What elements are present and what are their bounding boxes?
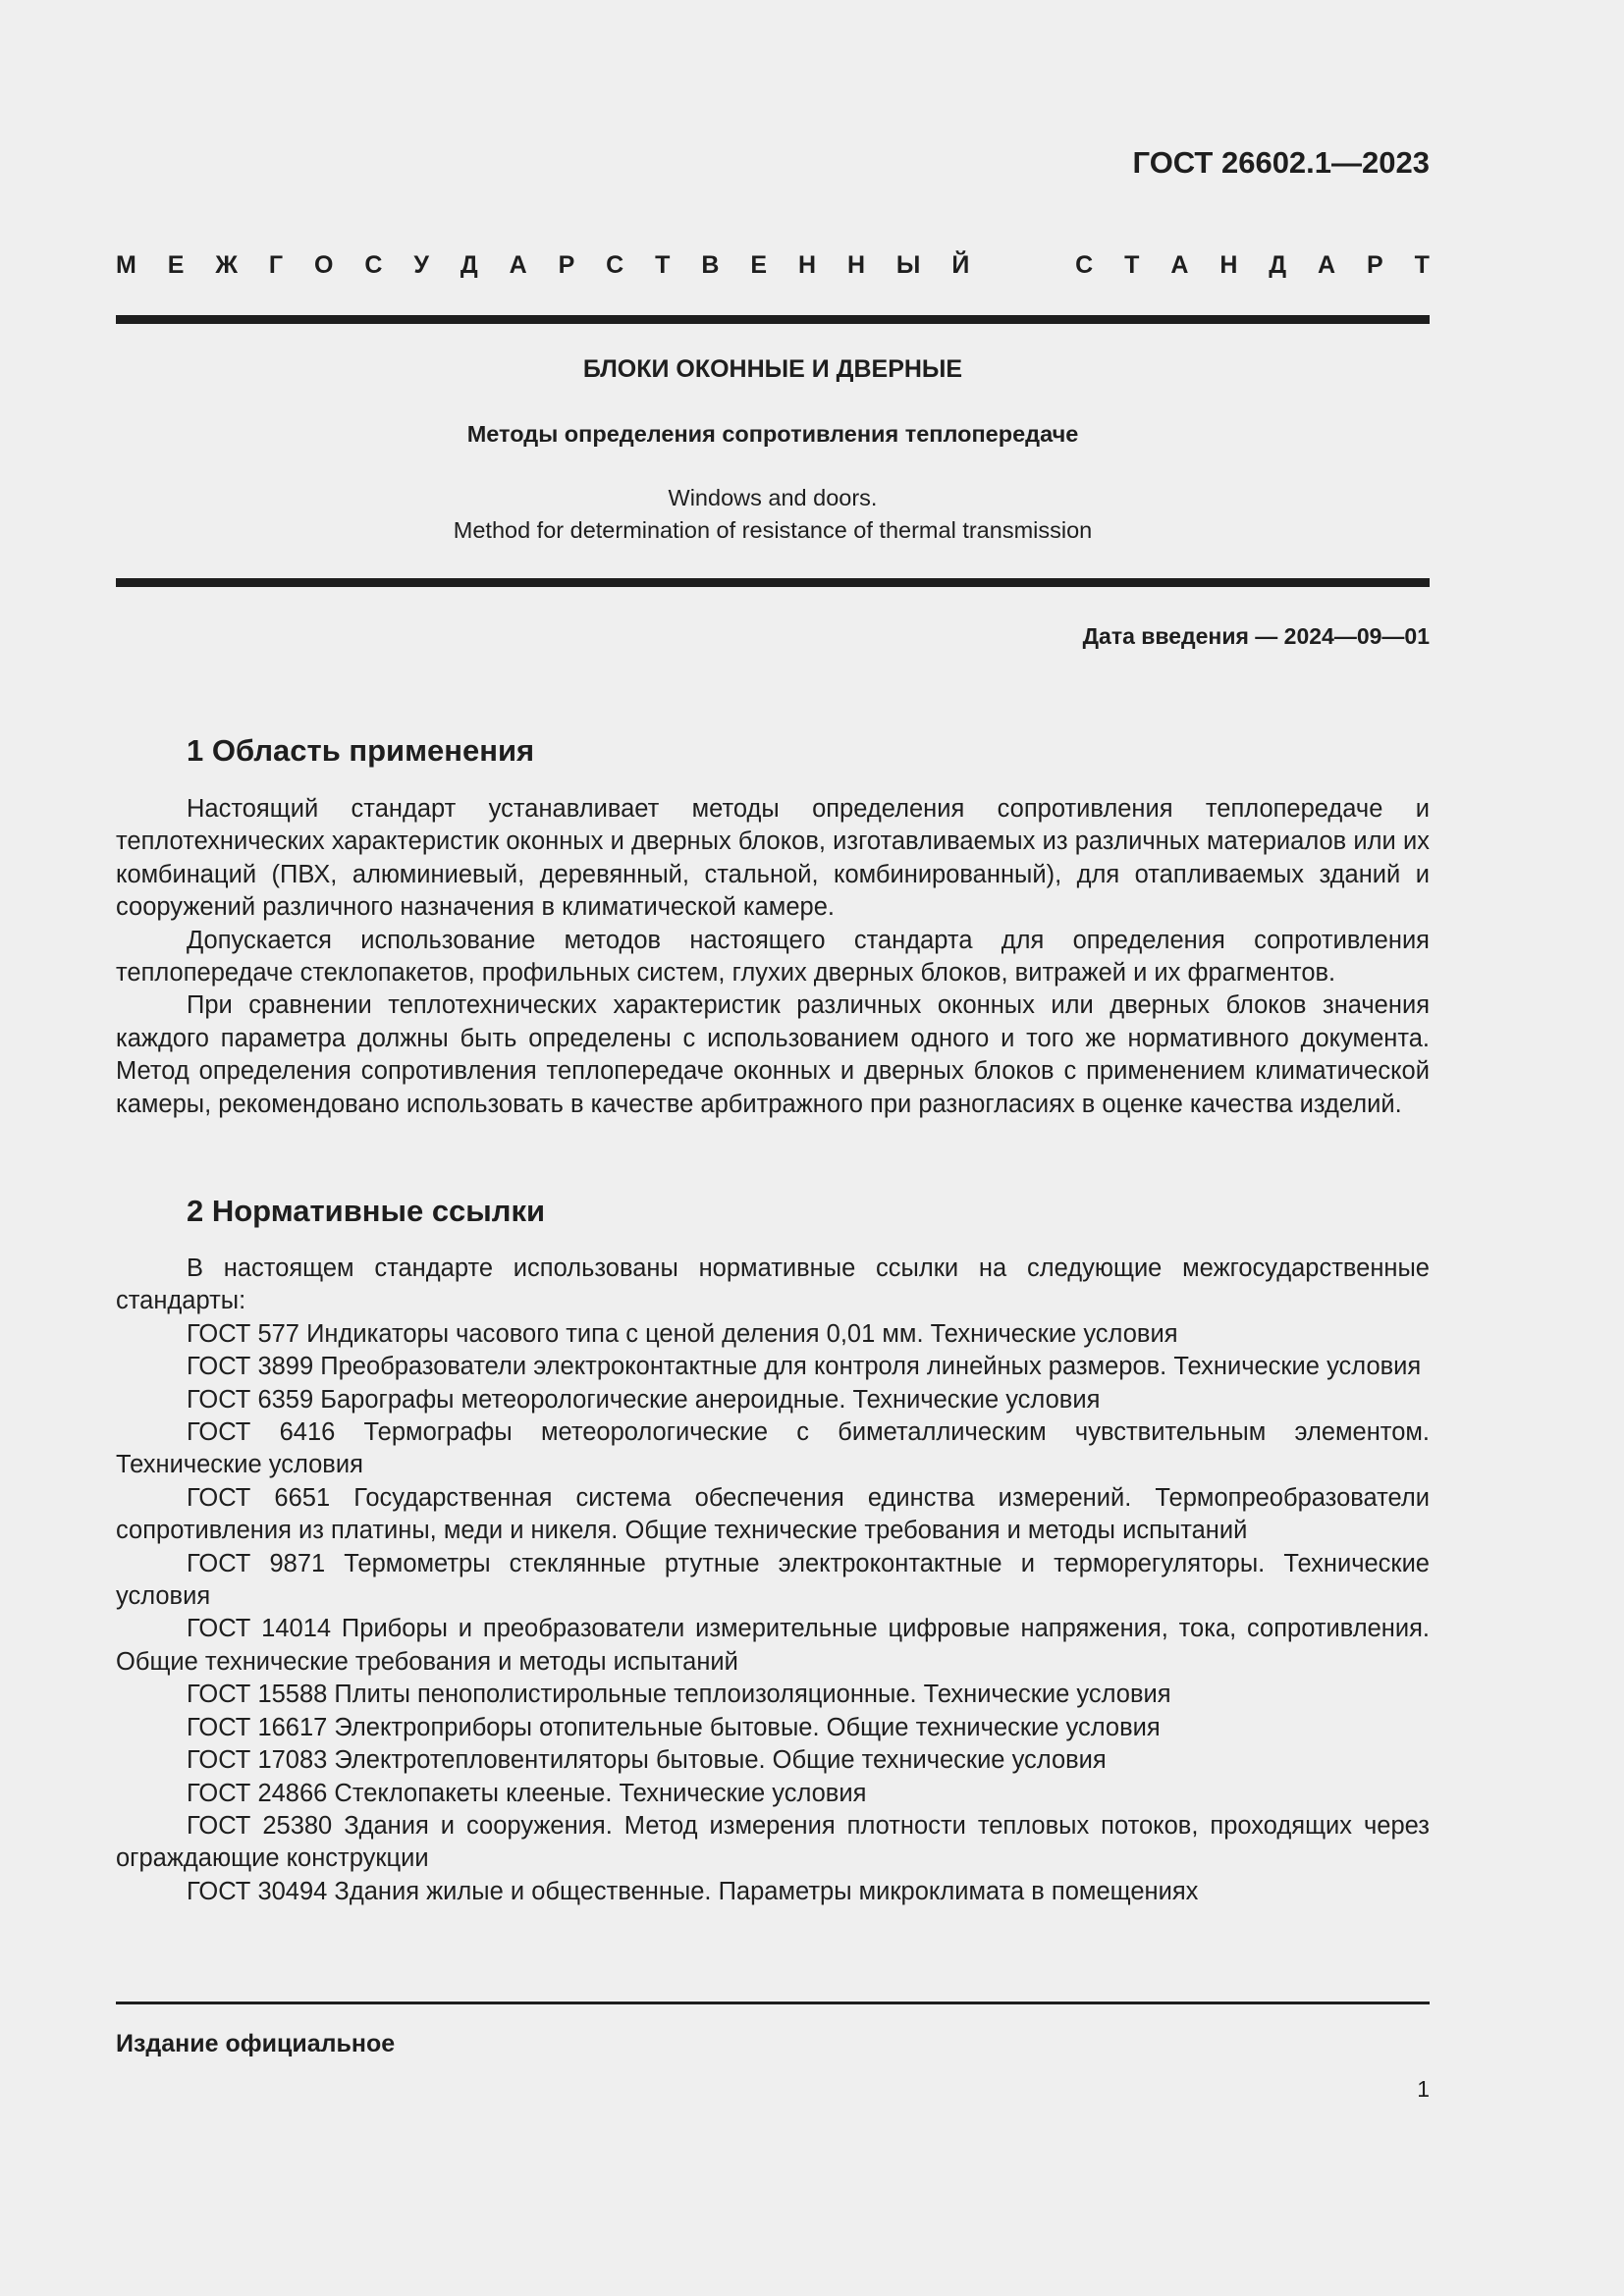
reference-item: ГОСТ 9871 Термометры стеклянные ртутные электроконтактные и терморегуляторы. Технические условия (116, 1549, 1430, 1611)
letter: Р (558, 251, 575, 279)
section-body (116, 793, 1430, 1121)
footer-divider (116, 2002, 1430, 2004)
english-title (116, 482, 1430, 547)
reference-item: ГОСТ 6359 Барографы метеорологические анероидные. Технические условия (187, 1385, 1101, 1414)
letter: А (1318, 251, 1336, 279)
letter: Т (1414, 251, 1430, 279)
reference-item: ГОСТ 6416 Термографы метеорологические с биметаллическим чувствительным элементом. Технические условия (116, 1418, 1430, 1479)
word-gap (1001, 251, 1044, 280)
document-page (116, 0, 1430, 2296)
introduction-date: Дата введения — 2024—09—01 (1082, 623, 1430, 649)
letter: А (509, 251, 527, 279)
reference-item: ГОСТ 24866 Стеклопакеты клееные. Технические условия (187, 1779, 867, 1807)
letter: М (116, 251, 136, 279)
section-heading: 1 Область применения (187, 733, 535, 768)
paragraph: Допускается использование методов настоящего стандарта для определения сопротивления теплопередаче стеклопакетов, профильных систем, глухих дверных блоков, витражей и их фрагментов. (116, 926, 1430, 988)
english-title-line: Windows and doors. (668, 485, 878, 510)
reference-item: ГОСТ 17083 Электротепловентиляторы бытовые. Общие технические условия (187, 1746, 1107, 1775)
reference-item: ГОСТ 14014 Приборы и преобразователи измерительные цифровые напряжения, тока, сопротивления. Общие технические требования и методы испытаний (116, 1615, 1430, 1676)
letter: Й (951, 251, 970, 279)
official-edition-label: Издание официальное (116, 2030, 396, 2057)
letter: Д (460, 251, 478, 279)
letter: Е (750, 251, 768, 279)
letter: Ы (895, 251, 921, 279)
letter: Д (1269, 251, 1287, 279)
document-title: БЛОКИ ОКОННЫЕ И ДВЕРНЫЕ (582, 355, 963, 383)
top-divider (116, 315, 1430, 324)
letter: Е (167, 251, 185, 279)
document-subtitle: Методы определения сопротивления теплопередаче (466, 421, 1079, 447)
reference-item: ГОСТ 3899 Преобразователи электроконтактные для контроля линейных размеров. Технические условия (187, 1353, 1422, 1381)
letter: Т (655, 251, 671, 279)
reference-item: ГОСТ 30494 Здания жилые и общественные. Параметры микроклимата в помещениях (187, 1877, 1199, 1905)
reference-item: ГОСТ 16617 Электроприборы отопительные бытовые. Общие технические условия (187, 1713, 1161, 1741)
letter: Н (846, 251, 865, 279)
english-title-line: Method for determination of resistance of thermal transmission (453, 517, 1093, 543)
letter: О (314, 251, 334, 279)
section-heading: 2 Нормативные ссылки (187, 1194, 546, 1228)
paragraph: В настоящем стандарте использованы нормативные ссылки на следующие межгосударственные стандарты: (116, 1255, 1430, 1315)
reference-item: ГОСТ 25380 Здания и сооружения. Метод измерения плотности тепловых потоков, проходящих через ограждающие конструкции (116, 1811, 1430, 1873)
letter: С (606, 251, 624, 279)
standard-number: ГОСТ 26602.1—2023 (1132, 145, 1430, 180)
letter: С (364, 251, 383, 279)
reference-item: ГОСТ 15588 Плиты пенополистирольные теплоизоляционные. Технические условия (187, 1681, 1171, 1709)
paragraph: При сравнении теплотехнических характеристик различных оконных или дверных блоков значения каждого параметра должны быть определены с использованием одного и того же нормативного документа. Метод определения сопротивления теплопередаче оконных и дверных блоков с применением климатической камеры, рекомендовано использовать в качестве арбитражного при разногласиях в оценке качества изделий. (116, 991, 1430, 1118)
title-divider (116, 578, 1430, 587)
letter: В (701, 251, 720, 279)
letter: У (413, 251, 429, 279)
letter: Г (268, 251, 284, 279)
page-number: 1 (1417, 2076, 1430, 2102)
letter: Р (1367, 251, 1383, 279)
paragraph: Настоящий стандарт устанавливает методы определения сопротивления теплопередаче и теплотехнических характеристик оконных и дверных блоков, изготавливаемых из различных материалов или их комбинаций (ПВХ, алюминиевый, деревянный, стальной, комбинированный), для отапливаемых зданий и сооружений различного назначения в климатической камере. (116, 795, 1430, 922)
reference-item: ГОСТ 6651 Государственная система обеспечения единства измерений. Термопреобразователи сопротивления из платины, меди и никеля. Общие технические требования и методы испытаний (116, 1483, 1430, 1545)
letter: Т (1124, 251, 1140, 279)
letter: Н (1219, 251, 1238, 279)
letter: С (1075, 251, 1094, 279)
letter: Н (797, 251, 817, 279)
letter: Ж (215, 251, 238, 279)
letter: А (1170, 251, 1189, 279)
interstate-standard-label (116, 251, 1430, 280)
reference-item: ГОСТ 577 Индикаторы часового типа с ценой деления 0,01 мм. Технические условия (187, 1319, 1178, 1348)
references-list (116, 1253, 1430, 1908)
